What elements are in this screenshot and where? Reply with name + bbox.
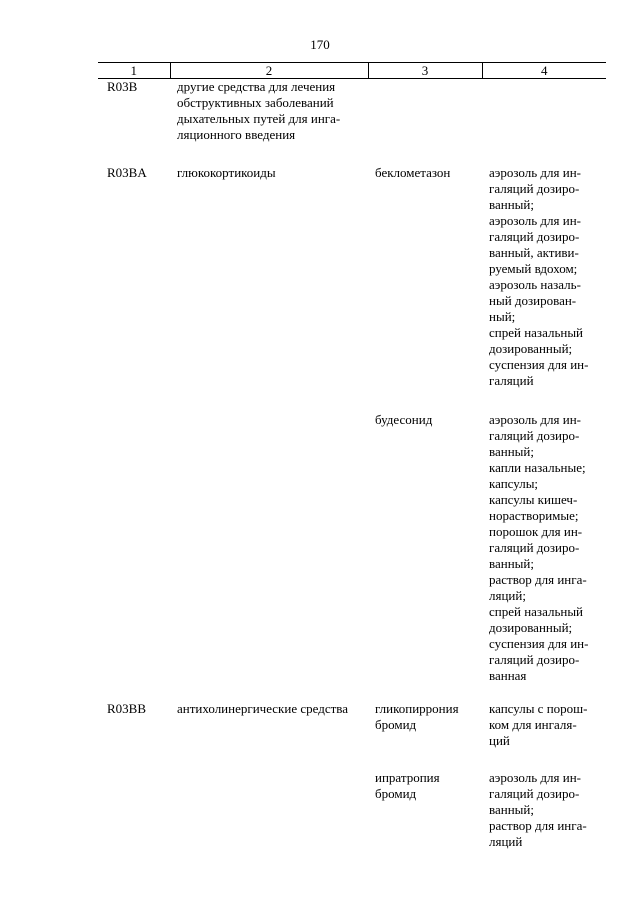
medicine-name-line: беклометазон <box>375 165 451 180</box>
dosage-forms-line: ванный; <box>489 802 534 817</box>
dosage-forms-line: галяций дозиро- <box>489 181 580 196</box>
medicine-name-line: будесонид <box>375 412 433 427</box>
medicine-name <box>368 770 482 850</box>
dosage-forms-line: капсулы кишеч- <box>489 492 578 507</box>
dosage-forms-line: ный; <box>489 309 516 324</box>
anatomical-therapeutic-group-line: глюкокортикоиды <box>177 165 276 180</box>
table-row <box>98 770 606 850</box>
column-header-1: 1 <box>98 63 170 79</box>
dosage-forms-line: ляций; <box>489 588 526 603</box>
dosage-forms-line: ванный, активи- <box>489 245 579 260</box>
atc-code: R03B <box>107 79 138 94</box>
dosage-forms <box>482 770 606 850</box>
row-spacer-cell <box>98 749 606 770</box>
dosage-forms-line: аэрозоль для ин- <box>489 412 581 427</box>
dosage-forms-line: суспензия для ин- <box>489 357 589 372</box>
dosage-forms-line: галяций дозиро- <box>489 229 580 244</box>
dosage-forms-line: ванный; <box>489 444 534 459</box>
row-spacer <box>98 389 606 412</box>
dosage-forms-line: норастворимые; <box>489 508 579 523</box>
dosage-forms-line: дозированный; <box>489 620 573 635</box>
dosage-forms-line: дозированный; <box>489 341 573 356</box>
row-spacer-cell <box>98 684 606 701</box>
dosage-forms-line: капли назальные; <box>489 460 586 475</box>
anatomical-therapeutic-group <box>170 79 368 144</box>
row-spacer <box>98 749 606 770</box>
table-header-row <box>98 63 606 79</box>
table-row <box>98 165 606 389</box>
row-spacer-cell <box>98 389 606 412</box>
dosage-forms <box>482 79 606 144</box>
dosage-forms-line: ком для ингаля- <box>489 717 577 732</box>
dosage-forms-line: аэрозоль для ин- <box>489 770 581 785</box>
dosage-forms-line: аэрозоль для ин- <box>489 213 581 228</box>
table-row <box>98 412 606 684</box>
medicines-table <box>98 62 606 850</box>
dosage-forms-line: спрей назальный <box>489 325 584 340</box>
dosage-forms-line: суспензия для ин- <box>489 636 589 651</box>
row-spacer <box>98 143 606 165</box>
dosage-forms-line: ций <box>489 733 510 748</box>
anatomical-therapeutic-group-line: дыхательных путей для инга- <box>177 111 341 126</box>
medicine-name <box>368 165 482 389</box>
table-row <box>98 79 606 144</box>
anatomical-therapeutic-group-line: другие средства для лечения <box>177 79 336 94</box>
dosage-forms-line: галяций дозиро- <box>489 652 580 667</box>
dosage-forms-line: галяций дозиро- <box>489 540 580 555</box>
dosage-forms-line: руемый вдохом; <box>489 261 578 276</box>
column-header-4: 4 <box>482 63 606 79</box>
dosage-forms-line: капсулы с порош- <box>489 701 588 716</box>
anatomical-therapeutic-group <box>170 165 368 389</box>
dosage-forms <box>482 412 606 684</box>
dosage-forms <box>482 701 606 749</box>
anatomical-therapeutic-group-line: антихолинергические средства <box>177 701 349 716</box>
medicine-name <box>368 79 482 144</box>
medicine-name-line: ипратропия <box>375 770 440 785</box>
medicine-name-line: гликопиррония <box>375 701 459 716</box>
atc-code <box>98 412 170 684</box>
atc-code: R03BB <box>107 701 147 716</box>
dosage-forms <box>482 165 606 389</box>
column-header-3: 3 <box>368 63 482 79</box>
column-header-2: 2 <box>170 63 368 79</box>
dosage-forms-line: аэрозоль назаль- <box>489 277 581 292</box>
dosage-forms-line: раствор для инга- <box>489 572 587 587</box>
medicine-name <box>368 701 482 749</box>
atc-code: R03BA <box>107 165 147 180</box>
dosage-forms-line: галяций дозиро- <box>489 428 580 443</box>
dosage-forms-line: галяций <box>489 373 534 388</box>
dosage-forms-line: ляций <box>489 834 523 849</box>
row-spacer-cell <box>98 143 606 165</box>
medicine-name-line: бромид <box>375 786 417 801</box>
anatomical-therapeutic-group <box>170 770 368 850</box>
dosage-forms-line: ванная <box>489 668 527 683</box>
page-number: 170 <box>310 37 330 52</box>
dosage-forms-line: галяций дозиро- <box>489 786 580 801</box>
dosage-forms-line: порошок для ин- <box>489 524 583 539</box>
atc-code <box>98 770 170 850</box>
medicine-name-line: бромид <box>375 717 417 732</box>
anatomical-therapeutic-group <box>170 412 368 684</box>
dosage-forms-line: ный дозирован- <box>489 293 577 308</box>
dosage-forms-line: капсулы; <box>489 476 539 491</box>
anatomical-therapeutic-group-line: ляционного введения <box>177 127 296 142</box>
dosage-forms-line: аэрозоль для ин- <box>489 165 581 180</box>
dosage-forms-line: спрей назальный <box>489 604 584 619</box>
medicine-name <box>368 412 482 684</box>
dosage-forms-line: ванный; <box>489 197 534 212</box>
dosage-forms-line: ванный; <box>489 556 534 571</box>
table-body <box>98 79 606 851</box>
dosage-forms-line: раствор для инга- <box>489 818 587 833</box>
row-spacer <box>98 684 606 701</box>
table-row <box>98 701 606 749</box>
anatomical-therapeutic-group <box>170 701 368 749</box>
anatomical-therapeutic-group-line: обструктивных заболеваний <box>177 95 334 110</box>
